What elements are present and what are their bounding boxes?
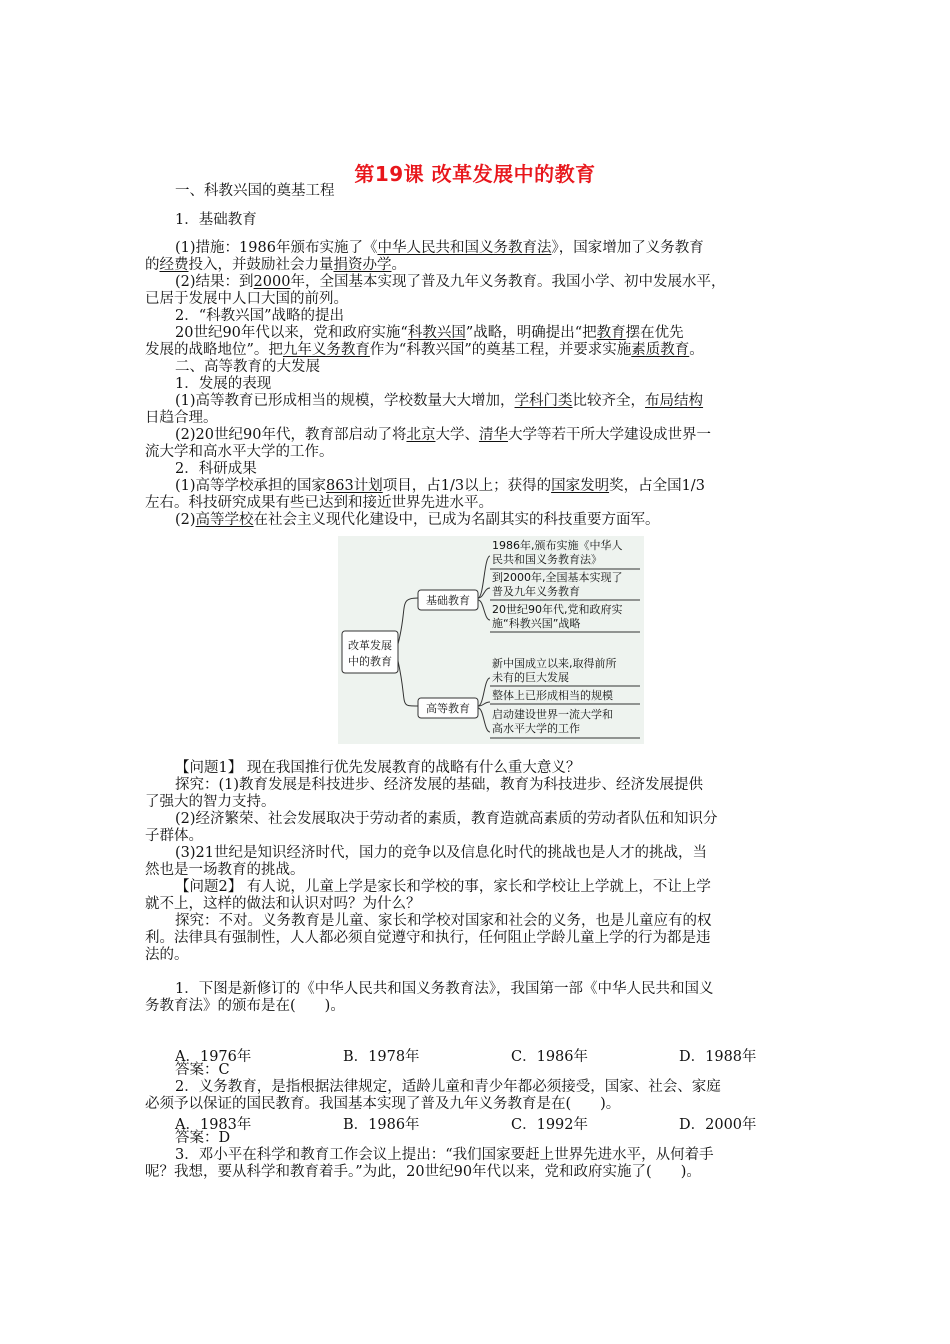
leaf2-line2: 普及九年义务教育 [492, 585, 580, 598]
exercise-3-line1: 3．邓小平在科学和教育工作会议上提出：“我们国家要赶上世界先进水平，从何着手 [175, 1147, 714, 1163]
section2-sub1: 1．发展的表现 [175, 376, 272, 392]
e2-option-b: B．1986年 [343, 1117, 420, 1133]
underlined-term: 高等学校 [195, 512, 254, 528]
e1-option-c: C．1986年 [511, 1049, 588, 1065]
leaf6-line2: 高水平大学的工作 [492, 722, 580, 735]
e1-option-b: B．1978年 [343, 1049, 420, 1065]
e1-option-d: D．1988年 [679, 1049, 757, 1065]
exercise-1-line2: 务教育法》的颁布是在( )。 [145, 998, 345, 1014]
section1-sub2: 2．“科教兴国”战略的提出 [175, 308, 345, 324]
underlined-term: 2000 [253, 274, 291, 290]
section1-heading: 一、科教兴国的奠基工程 [175, 183, 335, 199]
leaf1-line1: 1986年,颁布实施《中华人 [492, 539, 623, 552]
s2-p4-line1: (2)高等学校在社会主义现代化建设中，已成为名副其实的科技重要方面军。 [175, 512, 660, 528]
underlined-term: 学科门类 [514, 393, 573, 409]
s2-p2-line1: (2)20世纪90年代，教育部启动了将北京大学、清华大学等若干所大学建设成世界一 [175, 427, 711, 443]
e2-option-c: C．1992年 [511, 1117, 588, 1133]
question-2: 【问题2】 有人说，儿童上学是家长和学校的事，家长和学校让上学就上，不让上学 [175, 879, 711, 895]
section1-sub1: 1．基础教育 [175, 212, 257, 228]
s2-p1-line1: (1)高等教育已形成相当的规模，学校数量大大增加，学科门类比较齐全，布局结构 [175, 393, 704, 409]
s2-p3-line1: (1)高等学校承担的国家863计划项目，占1/3以上；获得的国家发明奖，占全国1/3 [175, 478, 705, 494]
s1-p3-line1: 20世纪90年代以来，党和政府实施“科教兴国”战略，明确提出“把教育摆在优先 [175, 325, 684, 341]
s1-p2-line2: 已居于发展中人口大国的前列。 [145, 291, 348, 307]
e2-answer: 答案：D [175, 1130, 231, 1146]
root-label-1: 改革发展 [348, 639, 392, 652]
q2-answer-2: 利。法律具有强制性，人人都必须自觉遵守和执行，任何阻止学龄儿童上学的行为都是违 [145, 930, 711, 946]
s1-p1-line1: (1)措施：1986年颁布实施了《中华人民共和国义务教育法》，国家增加了义务教育 [175, 240, 704, 256]
underlined-term: 教育 [596, 325, 626, 341]
q1-answer-3: (3)21世纪是知识经济时代，国力的竞争以及信息化时代的挑战也是人才的挑战，当 [175, 845, 707, 861]
s2-p2-line2: 流大学和高水平大学的工作。 [145, 444, 334, 460]
underlined-term: 科教兴国 [407, 325, 466, 341]
branch2-label: 高等教育 [426, 702, 470, 715]
q1-answer-1: 探究：(1)教育发展是科技进步、经济发展的基础，教育为科技进步、经济发展提供 [175, 777, 704, 793]
underlined-term: 863计划 [326, 478, 383, 494]
underlined-term: 经费 [159, 257, 189, 273]
mind-map-diagram [338, 536, 644, 744]
leaf3-line1: 20世纪90年代,党和政府实 [492, 603, 623, 616]
mind-map-svg [338, 536, 644, 744]
e2-option-d: D．2000年 [679, 1117, 757, 1133]
leaf1-line2: 民共和国义务教育法》 [492, 553, 602, 566]
underlined-term: 布局结构 [645, 393, 704, 409]
leaf5-line1: 整体上已形成相当的规模 [492, 689, 613, 702]
connector [398, 661, 418, 706]
e1-answer: 答案：C [175, 1062, 230, 1078]
section2-sub2: 2．科研成果 [175, 461, 257, 477]
lesson-title: 第19课 改革发展中的教育 [354, 162, 596, 186]
root-label-2: 中的教育 [348, 655, 392, 668]
exercise-2-line2: 必须予以保证的国民教育。我国基本实现了普及九年义务教育是在( )。 [145, 1096, 621, 1112]
e1-option-a: A．1976年 [175, 1049, 252, 1065]
underlined-term: 九年义务教育 [282, 342, 370, 358]
underlined-term: 北京 [406, 427, 436, 443]
exercise-1-line1: 1．下图是新修订的《中华人民共和国义务教育法》，我国第一部《中华人民共和国义 [175, 981, 714, 997]
section2-heading: 二、高等教育的大发展 [175, 359, 320, 375]
q2-answer-1: 探究：不对。义务教育是儿童、家长和学校对国家和社会的义务，也是儿童应有的权 [175, 913, 712, 929]
connector [398, 598, 418, 644]
leaf3-line2: 施“科教兴国”战略 [492, 617, 581, 630]
exercise-2-line1: 2．义务教育，是指根据法律规定，适龄儿童和青少年都必须接受，国家、社会、家庭 [175, 1079, 721, 1095]
s1-p2-line1: (2)结果：到2000年，全国基本实现了普及九年义务教育。我国小学、初中发展水平， [175, 274, 726, 290]
question-1: 【问题1】 现在我国推行优先发展教育的战略有什么重大意义？ [175, 760, 581, 776]
branch1-label: 基础教育 [426, 594, 470, 607]
underlined-term: 捐资办学 [333, 257, 392, 273]
underlined-term: 中华人民共和国义务教育法 [377, 240, 552, 256]
s2-p3-line2: 左右。科技研究成果有些已达到和接近世界先进水平。 [145, 495, 493, 511]
underlined-term: 素质教育 [631, 342, 690, 358]
underlined-term: 清华 [478, 427, 508, 443]
leaf6-line1: 启动建设世界一流大学和 [492, 708, 613, 721]
q1-answer-2b: 子群体。 [145, 828, 203, 844]
s1-p1-line2: 的经费投入，并鼓励社会力量捐资办学。 [145, 257, 406, 273]
leaf4-line1: 新中国成立以来,取得前所 [492, 657, 617, 670]
s1-p3-line2: 发展的战略地位”。把九年义务教育作为“科教兴国”的奠基工程，并要求实施素质教育。 [145, 342, 704, 358]
q2-answer-3: 法的。 [145, 947, 189, 963]
leaf2-line1: 到2000年,全国基本实现了 [492, 571, 623, 584]
q1-answer-2: (2)经济繁荣、社会发展取决于劳动者的素质，教育造就高素质的劳动者队伍和知识分 [175, 811, 718, 827]
q1-answer-3b: 然也是一场教育的挑战。 [145, 862, 305, 878]
exercise-3-line2: 呢？我想，要从科学和教育着手。”为此，20世纪90年代以来，党和政府实施了( )。 [145, 1164, 701, 1180]
question-2b: 就不上，这样的做法和认识对吗？为什么？ [145, 896, 421, 912]
underlined-term: 国家发明 [551, 478, 610, 494]
q1-answer-1b: 了强大的智力支持。 [145, 794, 276, 810]
s2-p1-line2: 日趋合理。 [145, 410, 218, 426]
e2-option-a: A．1983年 [175, 1117, 252, 1133]
leaf4-line2: 未有的巨大发展 [492, 671, 569, 684]
